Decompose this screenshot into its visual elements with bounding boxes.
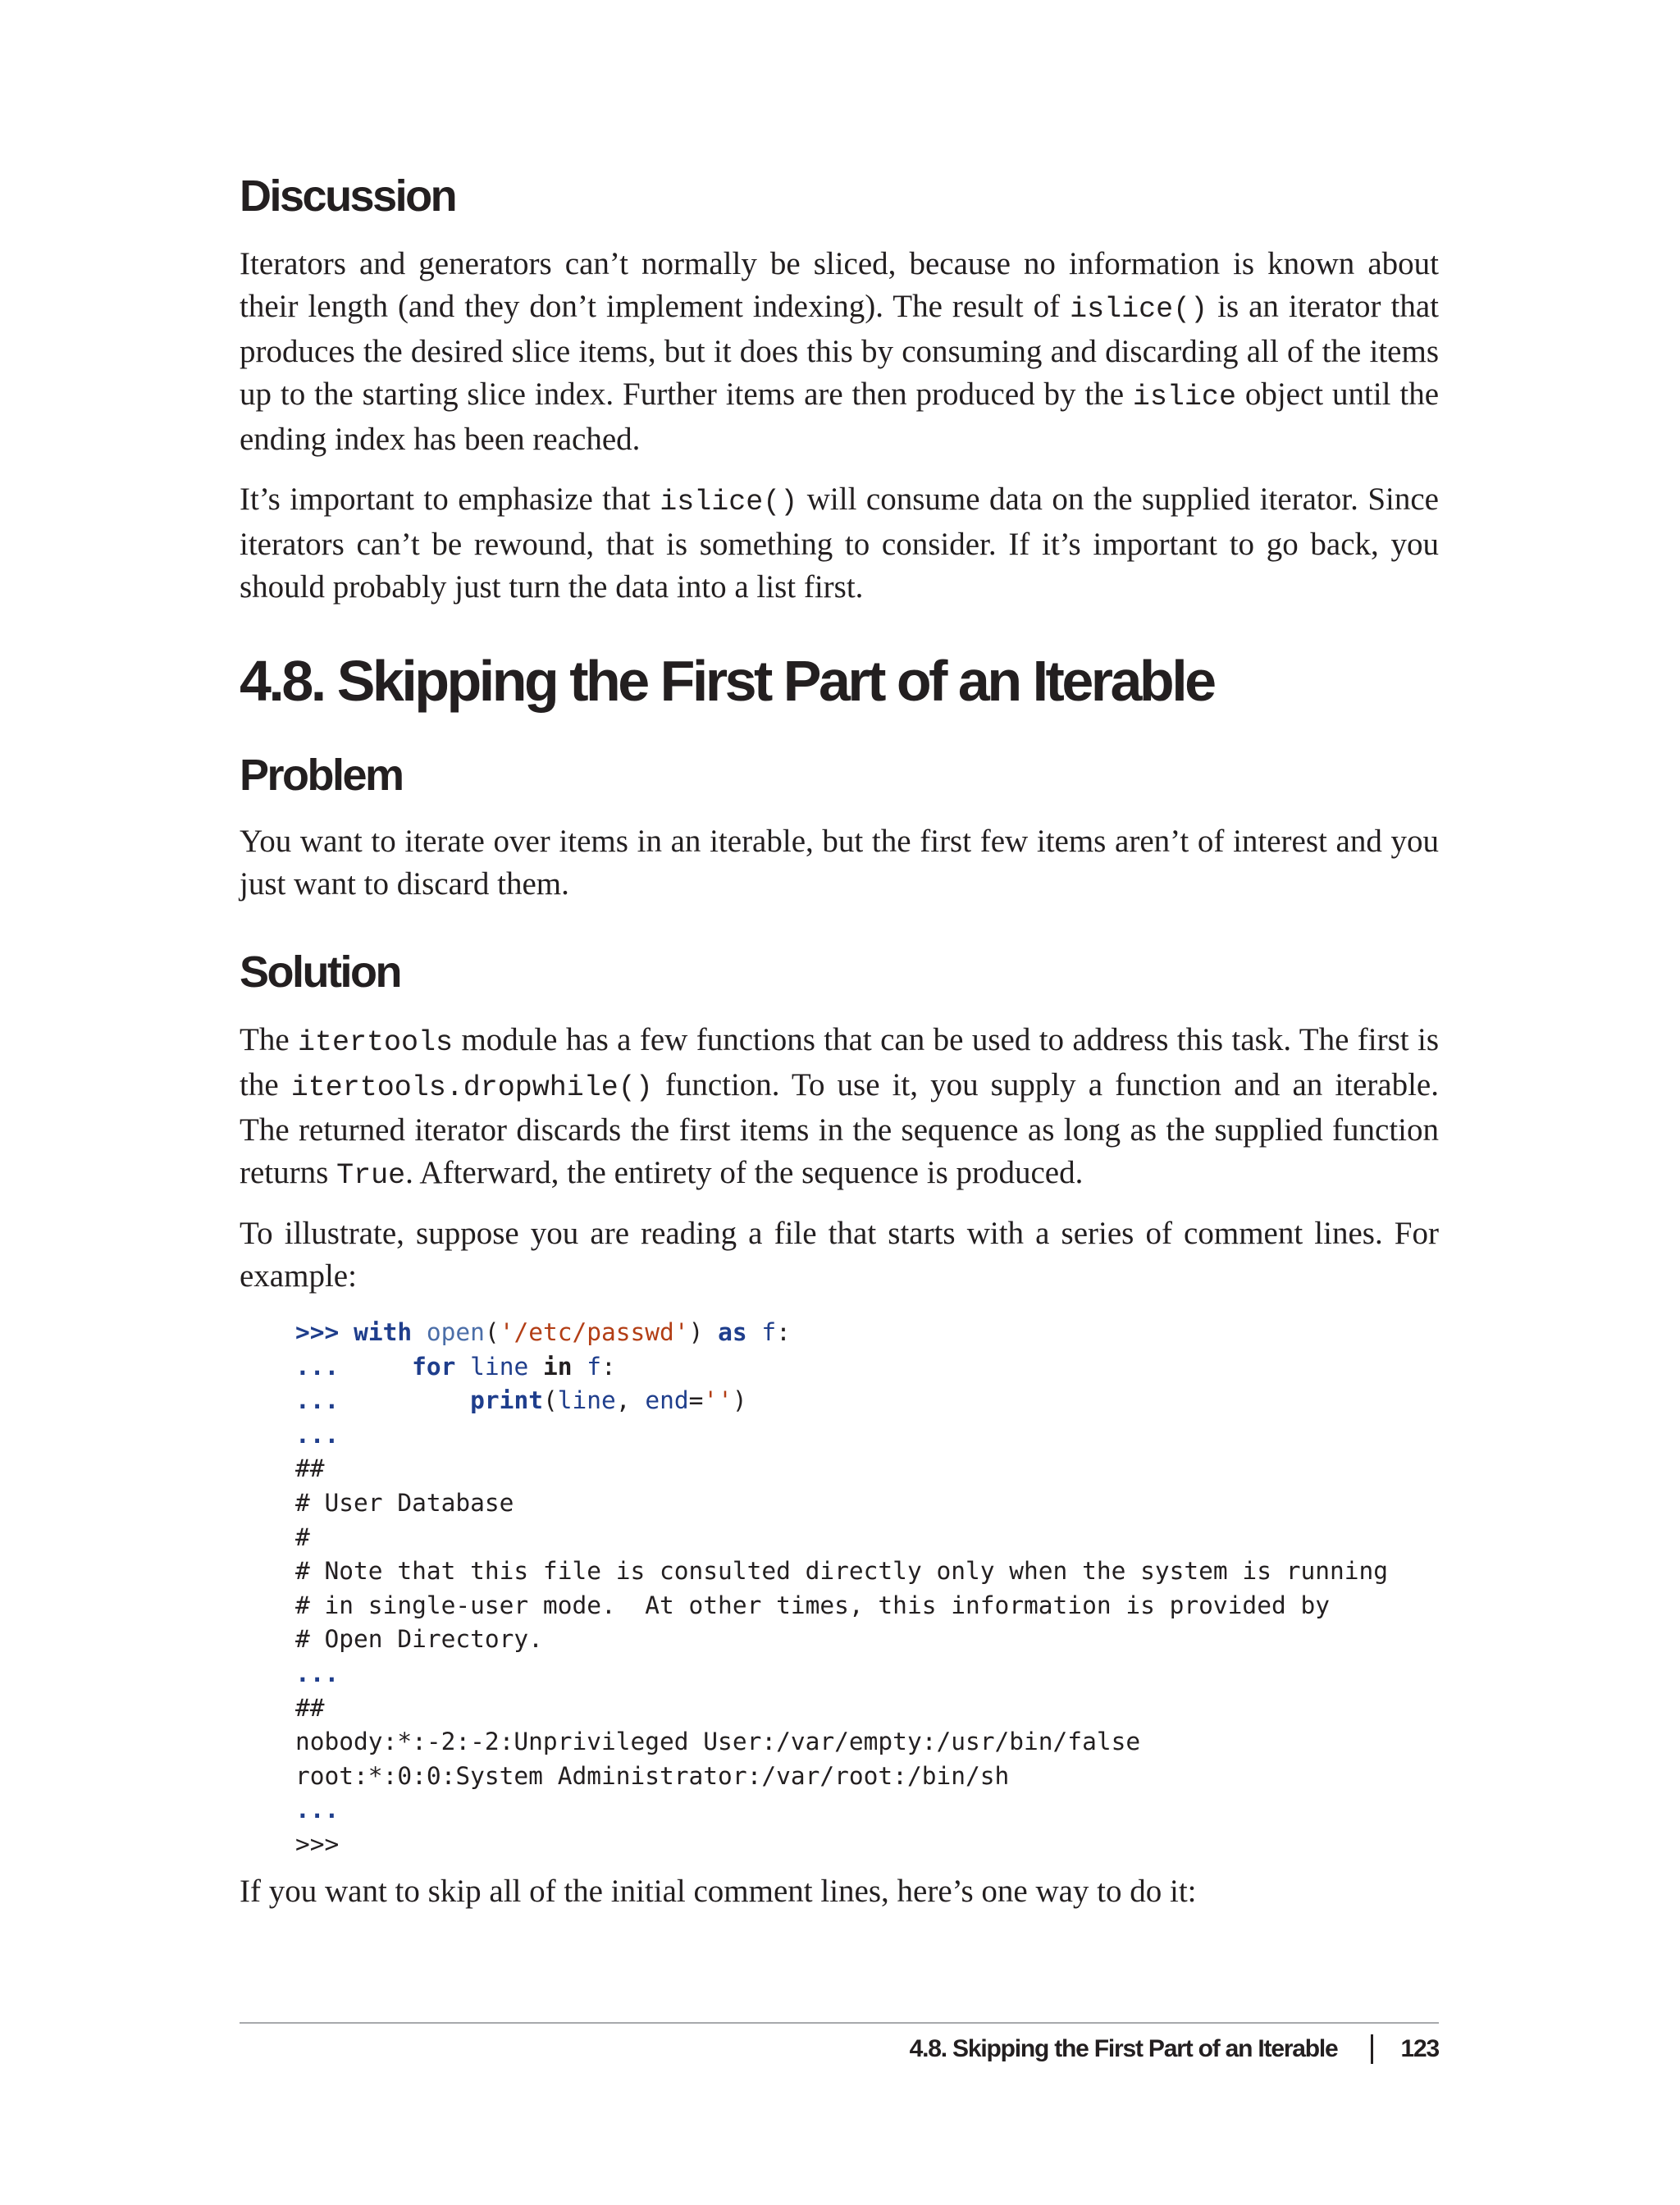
code-keyword: with — [354, 1318, 413, 1346]
inline-code: True — [336, 1159, 406, 1192]
code-prompt: ... — [295, 1420, 340, 1449]
footer-separator — [1371, 2034, 1373, 2064]
code-builtin: open — [426, 1318, 485, 1346]
code-punct: , — [615, 1386, 631, 1415]
solution-paragraph-1 — [240, 1019, 1439, 1197]
discussion-paragraph-2 — [240, 478, 1439, 609]
code-name: f — [761, 1318, 777, 1346]
solution-heading: Solution — [240, 947, 400, 997]
code-string: '/etc/passwd' — [499, 1318, 689, 1346]
inline-code: itertools.dropwhile() — [290, 1071, 653, 1104]
code-punct: ) — [732, 1386, 747, 1415]
inline-code: itertools — [298, 1026, 454, 1059]
code-prompt: ... — [295, 1386, 340, 1415]
solution-paragraph-2: To illustrate, suppose you are reading a file that starts with a series of comment lines. For example: — [240, 1216, 1439, 1294]
text-run: . Afterward, the entirety of the sequence is produced. — [405, 1155, 1084, 1190]
inline-code: islice() — [660, 486, 798, 518]
code-name: line — [557, 1386, 616, 1415]
code-punct: : — [601, 1352, 616, 1381]
text-run: will consume data on the supplied iterator. Since iterators can’t be rewound, that is something to consider. If it’s important to go back, you should probably just turn the data into a list first. — [240, 482, 1439, 605]
code-output-line: # User Database — [295, 1488, 514, 1517]
code-output-line: # Open Directory. — [295, 1625, 543, 1654]
code-prompt: ... — [295, 1352, 340, 1381]
section-title: 4.8. Skipping the First Part of an Iterable — [240, 649, 1214, 713]
code-punct: : — [776, 1318, 791, 1346]
text-run: Iterators and generators can’t normally be sliced, because no information is known about their length (and they don’t implement indexing). The result of — [240, 246, 1439, 324]
code-keyword: for — [412, 1352, 456, 1381]
code-prompt: >>> — [295, 1829, 340, 1858]
code-output-line: nobody:*:-2:-2:Unprivileged User:/var/empty:/usr/bin/false — [295, 1728, 1141, 1756]
footer-rule — [240, 2022, 1439, 2024]
code-keyword: as — [718, 1318, 747, 1346]
text-run: is an iterator that produces the desired slice items, but it does this by consuming and discarding all of the items up to the starting slice index. Further items are then produced by the — [240, 289, 1440, 412]
text-run: It’s important to emphasize that — [240, 482, 660, 517]
page-number: 123 — [1400, 2035, 1439, 2062]
code-string: '' — [703, 1386, 733, 1415]
code-prompt: >>> — [295, 1318, 340, 1346]
discussion-heading: Discussion — [240, 171, 456, 221]
code-name: line — [470, 1352, 529, 1381]
code-output-line: # Note that this file is consulted directly only when the system is running — [295, 1557, 1389, 1586]
code-prompt: ... — [295, 1659, 340, 1687]
text-run: function. To use it, you supply a function and an iterable. The returned iterator discards the first items in the sequence as long as the supplied function returns — [240, 1067, 1439, 1190]
code-punct: ( — [542, 1386, 558, 1415]
code-output-line: ## — [295, 1454, 325, 1483]
code-output-line: ## — [295, 1693, 325, 1722]
code-punct: ) — [688, 1318, 704, 1346]
code-punct: = — [688, 1386, 704, 1415]
inline-code: islice — [1132, 381, 1236, 413]
text-run: The — [240, 1022, 299, 1057]
code-prompt: ... — [295, 1796, 340, 1824]
code-keyword: print — [470, 1386, 543, 1415]
code-operator: in — [542, 1352, 573, 1381]
code-output-line: # in single-user mode. At other times, this information is provided by — [295, 1591, 1330, 1619]
problem-heading: Problem — [240, 751, 403, 800]
code-punct: ( — [484, 1318, 500, 1346]
code-output-line: # — [295, 1522, 310, 1551]
page-footer — [910, 2034, 1439, 2064]
discussion-paragraph-1 — [240, 243, 1439, 461]
text-run: module has a few functions that can be used to address this task. The first is the — [240, 1022, 1439, 1102]
code-name: f — [587, 1352, 602, 1381]
inline-code: islice() — [1070, 293, 1208, 326]
running-footer-title: 4.8. Skipping the First Part of an Iterable — [909, 2035, 1338, 2062]
solution-paragraph-3: If you want to skip all of the initial comment lines, here’s one way to do it: — [240, 1874, 1197, 1909]
code-listing — [295, 1316, 1388, 1862]
problem-paragraph: You want to iterate over items in an iterable, but the first few items aren’t of interest and you just want to discard them. — [240, 824, 1439, 902]
text-run: object until the ending index has been reached. — [240, 377, 1439, 457]
code-output-line: root:*:0:0:System Administrator:/var/root:/bin/sh — [295, 1761, 1010, 1790]
code-name: end — [645, 1386, 689, 1415]
